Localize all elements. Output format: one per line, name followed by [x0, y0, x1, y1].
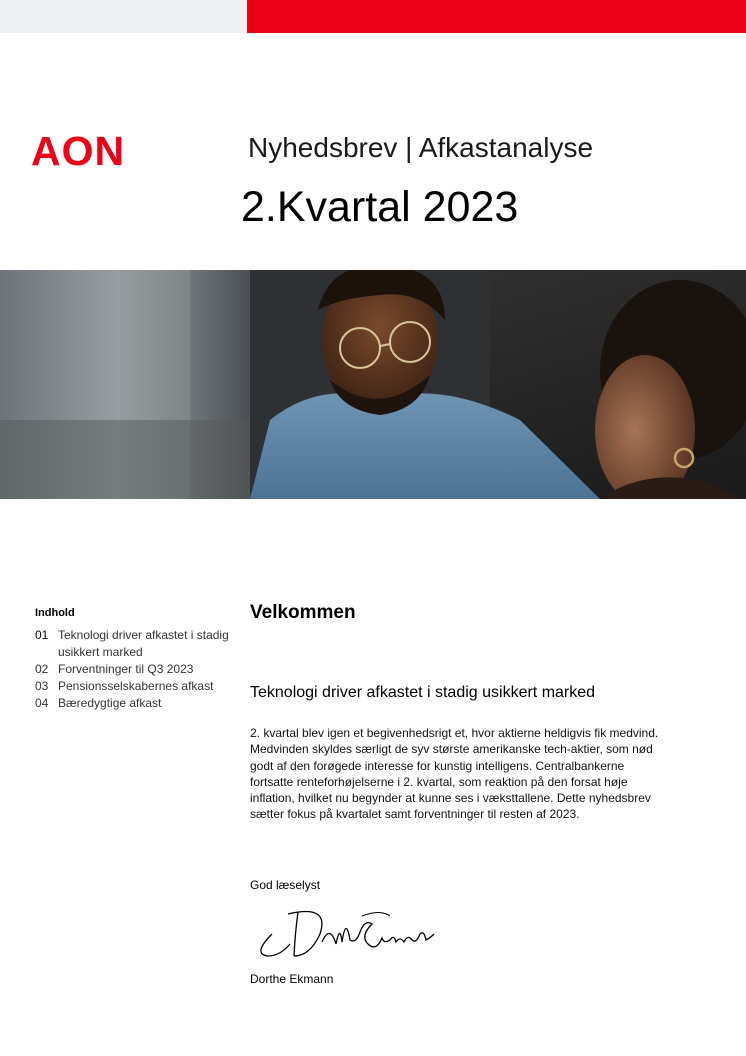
- greeting: God læselyst: [250, 878, 321, 892]
- welcome-heading: Velkommen: [250, 602, 356, 623]
- newsletter-subtitle: Nyhedsbrev | Afkastanalyse: [248, 132, 594, 163]
- page-title: 2.Kvartal 2023: [241, 183, 519, 231]
- toc-item-label: Teknologi driver afkastet i stadig usikkert marked: [58, 628, 229, 659]
- toc-list: [35, 627, 240, 712]
- top-bar-left: [0, 0, 247, 33]
- toc-item-label: Pensionsselskabernes afkast: [58, 679, 214, 693]
- toc-item-number: 03: [35, 679, 49, 693]
- intro-paragraph: 2. kvartal blev igen et begivenhedsrigt et, hvor aktierne heldigvis fik medvind. Medvinden skyldes særligt de syv største amerikanske tech-aktier, som nød godt af den forøgede interesse for kunstig intelligens. Centralbankerne fortsatte renteforhøjelserne i 2. kvartal, som reaktion på den forsat høje inflation, hvilket nu begynder at kunne ses i væksttallene. Dette nyhedsbrev sætter fokus på kvartalet samt forventninger til resten af 2023.: [250, 726, 659, 822]
- toc-item-label: Forventninger til Q3 2023: [58, 662, 194, 676]
- table-of-contents: [35, 607, 240, 712]
- toc-item-03[interactable]: [35, 678, 240, 695]
- toc-item-04[interactable]: [35, 695, 240, 712]
- toc-item-number: 02: [35, 662, 49, 676]
- toc-item-number: 04: [35, 696, 49, 710]
- aon-logo: AON: [31, 128, 126, 174]
- toc-heading: Indhold: [35, 607, 75, 619]
- signer-name: Dorthe Ekmann: [250, 972, 334, 986]
- toc-item-01[interactable]: [35, 627, 240, 661]
- main-content: [250, 602, 680, 986]
- toc-item-02[interactable]: [35, 661, 240, 678]
- top-bar-accent: [247, 0, 746, 33]
- photo-icon: [0, 270, 746, 499]
- section-title: Teknologi driver afkastet i stadig usikkert marked: [250, 684, 596, 701]
- toc-item-label: Bæredygtige afkast: [58, 696, 162, 710]
- hero-photo: [0, 270, 746, 499]
- signature-icon: [250, 894, 450, 969]
- toc-item-number: 01: [35, 628, 49, 642]
